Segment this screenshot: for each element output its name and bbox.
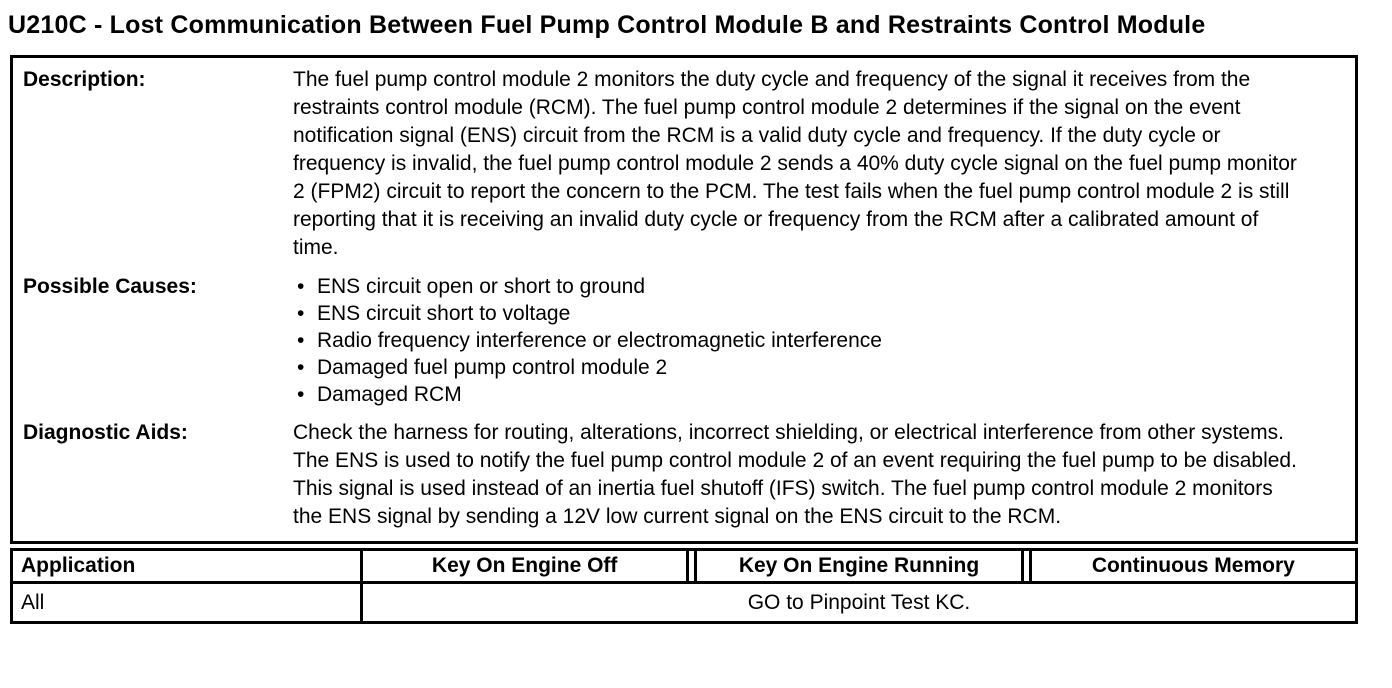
application-header-cell: Application	[13, 551, 363, 581]
continuous-memory-header-cell: Continuous Memory	[1029, 551, 1355, 581]
cause-item: • ENS circuit open or short to ground	[293, 273, 1305, 300]
key-on-engine-off-header-cell: Key On Engine Off	[363, 551, 689, 581]
diagnostic-aids-text: Check the harness for routing, alterations, incorrect shielding, or electrical interference from other systems. The ENS is used to notify the fuel pump control module 2 of an event requiring the fuel pump to be disabled. This signal is used instead of an inertia fuel shutoff (IFS) switch. The fuel pump control module 2 monitors the ENS signal by sending a 12V low current signal on the ENS circuit to the RCM.	[293, 421, 1297, 528]
description-label: Description:	[23, 68, 146, 91]
cause-item: • ENS circuit short to voltage	[293, 300, 1305, 327]
possible-causes-list	[293, 273, 1305, 408]
table-row	[13, 584, 1355, 621]
diagnostic-aids-label: Diagnostic Aids:	[23, 421, 188, 444]
cause-item: • Damaged fuel pump control module 2	[293, 354, 1305, 381]
pinpoint-test-action-cell: GO to Pinpoint Test KC.	[747, 590, 971, 614]
diagnostic-aids-row	[23, 419, 1355, 531]
possible-causes-label: Possible Causes:	[23, 275, 197, 298]
application-value-cell: All	[13, 584, 363, 621]
page-title: U210C - Lost Communication Between Fuel Pump Control Module B and Restraints Control Module	[8, 11, 1206, 39]
application-table	[10, 548, 1358, 624]
possible-causes-row	[23, 273, 1355, 408]
application-table-header	[13, 551, 1355, 584]
cause-item: • Radio frequency interference or electromagnetic interference	[293, 327, 1305, 354]
description-text: The fuel pump control module 2 monitors the duty cycle and frequency of the signal it receives from the restraints control module (RCM). The fuel pump control module 2 determines if the signal on the event notification signal (ENS) circuit from the RCM is a valid duty cycle and frequency. If the duty cycle or frequency is invalid, the fuel pump control module 2 sends a 40% duty cycle signal on the fuel pump monitor 2 (FPM2) circuit to report the concern to the PCM. The test fails when the fuel pump control module 2 is still reporting that it is receiving an invalid duty cycle or frequency from the RCM after a calibrated amount of time.	[293, 68, 1297, 259]
cause-item: • Damaged RCM	[293, 381, 1305, 408]
key-on-engine-running-header-cell: Key On Engine Running	[694, 551, 1023, 581]
description-row	[23, 66, 1355, 262]
dtc-info-panel	[10, 55, 1358, 544]
